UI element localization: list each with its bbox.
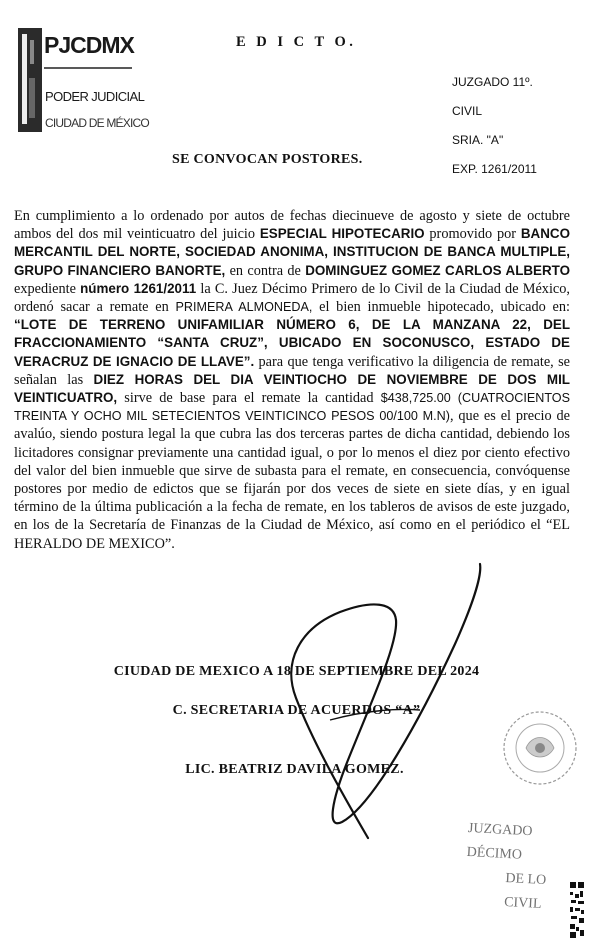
case-number-inline: número 1261/2011 [80, 280, 197, 296]
defendant-name: DOMINGUEZ GOMEZ CARLOS ALBERTO [305, 262, 570, 278]
court-name: JUZGADO 11º. [452, 75, 533, 89]
call-for-bidders-heading: SE CONVOCAN POSTORES. [172, 152, 363, 167]
court-seal-icon [490, 704, 582, 786]
document-title: E D I C T O. [236, 34, 357, 50]
stamp-line-1: JUZGADO DÉCIMO [466, 820, 533, 863]
body-text: la C. Juez Décimo Primero de lo Civil de la Ciudad de México, ordenó sacar a remate en [14, 280, 570, 316]
poder-judicial-logo-icon [16, 26, 149, 138]
body-paragraph [14, 207, 570, 553]
body-text: el bien inmueble hipotecado, ubicado en: [312, 299, 570, 316]
court-info [452, 76, 577, 192]
signatory-role: C. SECRETARIA DE ACUERDOS “A” [172, 703, 421, 718]
body-text: , que es el precio de avalúo, siendo postura legal la que cubra las dos terceras partes de dicha cantidad, debiendo los licitadores consignar previamente una cantidad igual, o por lo menos el diez por ciento efectivo del valor del bien inmueble que sirve de subasta para el remate, en consecuencia, convóquense postores por medio de edictos que se fijarán por dos veces de siete en siete días, y en igual término de la última publicación a la fecha de remate, en los tableros de avisos de este juzgado, en los de la Secretaría de Finanzas de la Ciudad de México, así como en el periódico el “EL HERALDO DE MEXICO”. [14, 408, 570, 552]
body-text: promovido por [424, 226, 521, 243]
body-text: sirve de base para el remate la cantidad [117, 390, 381, 407]
body-text: para que tenga verificativo la diligencia de remate, se señalan las [14, 353, 570, 388]
pjcdmx-logo [16, 26, 149, 138]
trial-type: ESPECIAL HIPOTECARIO [259, 226, 425, 242]
body-text: expediente [14, 280, 81, 297]
court-stamp [464, 817, 587, 919]
signatory-name: LIC. BEATRIZ DAVILA GOMEZ. [185, 762, 404, 777]
svg-text:PJCDMX: PJCDMX [44, 32, 134, 58]
auction-date: DIEZ HORAS DEL DIA VEINTIOCHO DE NOVIEMBRE DE DOS MIL VEINTICUATRO, [14, 371, 570, 406]
court-type: CIVIL [452, 104, 483, 118]
court-secretariat: SRIA. "A" [452, 133, 504, 147]
signature-date: CIUDAD DE MEXICO A 18 DE SEPTIEMBRE DEL 2024 [113, 664, 480, 679]
case-file-number: EXP. 1261/2011 [452, 162, 537, 176]
svg-text:PODER JUDICIAL: PODER JUDICIAL [45, 89, 145, 104]
plaintiff-name: BANCO MERCANTIL DEL NORTE, SOCIEDAD ANONIMA, INSTITUCION DE BANCA MULTIPLE, GRUPO FINANCIERO BANORTE, [14, 226, 570, 278]
qr-code-icon [569, 880, 585, 939]
stamp-line-2: DE LO CIVIL [503, 871, 547, 912]
property-description: “LOTE DE TERRENO UNIFAMILIAR NÚMERO 6, DE LA MANZANA 22, DEL FRACCIONAMIENTO “SANTA CRUZ”, UBICADO EN SOCONUSCO, ESTADO DE VERACRUZ DE IGNACIO DE LLAVE”. [14, 317, 570, 369]
body-text: En cumplimiento a lo ordenado por autos de fechas diecinueve de agosto y siete de octubre ambos del dos mil veinticuatro del juicio [14, 208, 570, 243]
auction-round: PRIMERA ALMONEDA, [175, 300, 313, 315]
base-price: $438,725.00 (CUATROCIENTOS TREINTA Y OCHO MIL SETECIENTOS VEINTICINCO PESOS 00/100 M.N) [14, 391, 570, 424]
body-text: en contra de [225, 262, 306, 279]
edict-body [14, 207, 570, 553]
svg-text:CIUDAD DE MÉXICO: CIUDAD DE MÉXICO [45, 116, 149, 130]
